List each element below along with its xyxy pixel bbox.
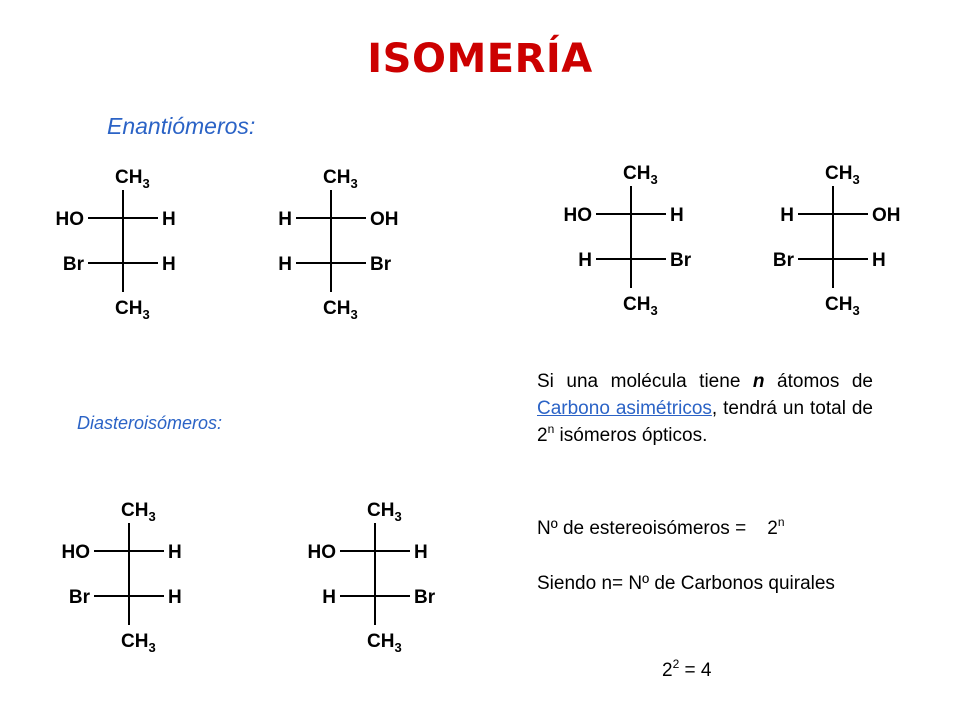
right-substituent: H xyxy=(670,205,684,226)
stereoisomer-formula xyxy=(537,515,785,542)
left-substituent: Br xyxy=(772,250,794,271)
right-substituent: Br xyxy=(414,587,436,608)
explanation-exponent: n xyxy=(547,422,555,436)
left-substituent: Br xyxy=(62,254,84,275)
example-exponent: 2 xyxy=(672,657,680,671)
top-group: $CH_3$ xyxy=(121,500,156,524)
left-substituent: HO xyxy=(61,542,90,563)
example-result: = 4 xyxy=(679,660,712,681)
right-substituent: OH xyxy=(370,209,399,230)
top-group: $CH_3$ xyxy=(825,163,860,187)
fischer-projection-5 xyxy=(54,497,204,657)
page-title: ISOMERÍA xyxy=(367,36,593,82)
enantiomers-label: Enantiómeros: xyxy=(107,113,256,139)
fischer-projection-2 xyxy=(256,164,406,324)
left-substituent: HO xyxy=(55,209,84,230)
left-substituent: HO xyxy=(307,542,336,563)
bottom-group: $CH_3$ xyxy=(323,298,358,322)
top-group: $CH_3$ xyxy=(323,167,358,191)
diastereomers-label: Diasteroisómeros: xyxy=(77,413,223,433)
chirality-explanation xyxy=(537,368,873,449)
explanation-text: isómeros ópticos. xyxy=(554,425,708,446)
right-substituent: Br xyxy=(370,254,392,275)
left-substituent: H xyxy=(578,250,592,271)
bottom-group: $CH_3$ xyxy=(623,294,658,318)
right-substituent: OH xyxy=(872,205,901,226)
formula-label: Nº de estereoisómeros = 2 xyxy=(537,518,778,539)
left-substituent: H xyxy=(322,587,336,608)
bottom-group: $CH_3$ xyxy=(367,631,402,655)
right-substituent: H xyxy=(414,542,428,563)
bottom-group: $CH_3$ xyxy=(825,294,860,318)
explanation-text: Si una molécula tiene xyxy=(537,371,753,392)
example-base: 2 xyxy=(662,660,673,681)
formula-example xyxy=(662,657,712,684)
formula-definition: Siendo n= Nº de Carbonos quirales xyxy=(537,573,835,594)
left-substituent: HO xyxy=(563,205,592,226)
right-substituent: H xyxy=(162,254,176,275)
bottom-group: $CH_3$ xyxy=(121,631,156,655)
top-group: $CH_3$ xyxy=(623,163,658,187)
top-group: $CH_3$ xyxy=(367,500,402,524)
fischer-projection-3 xyxy=(556,160,706,320)
left-substituent: H xyxy=(780,205,794,226)
fischer-projection-6 xyxy=(300,497,450,657)
left-substituent: Br xyxy=(68,587,90,608)
explanation-n: n xyxy=(752,371,765,392)
asymmetric-carbon-link[interactable]: Carbono asimétricos xyxy=(537,398,712,419)
fischer-projection-1 xyxy=(48,164,198,324)
top-group: $CH_3$ xyxy=(115,167,150,191)
left-substituent: H xyxy=(278,209,292,230)
right-substituent: H xyxy=(162,209,176,230)
bottom-group: $CH_3$ xyxy=(115,298,150,322)
right-substituent: H xyxy=(872,250,886,271)
fischer-projection-4 xyxy=(758,160,908,320)
right-substituent: H xyxy=(168,542,182,563)
left-substituent: H xyxy=(278,254,292,275)
right-substituent: H xyxy=(168,587,182,608)
explanation-text: átomos de xyxy=(764,371,873,392)
right-substituent: Br xyxy=(670,250,692,271)
explanation-text: , tendrá un total de 2 xyxy=(537,398,873,446)
formula-exponent: n xyxy=(777,515,785,529)
